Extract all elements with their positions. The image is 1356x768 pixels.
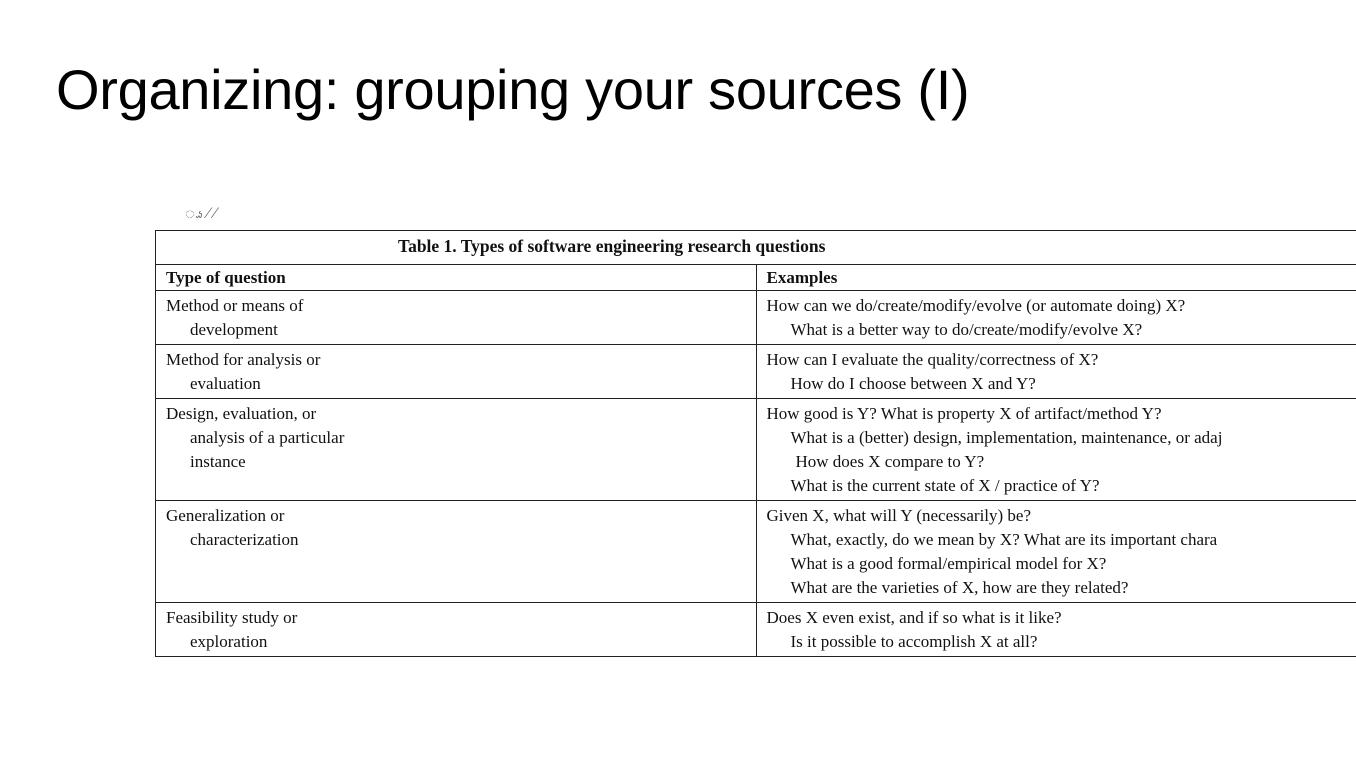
table-row bbox=[156, 603, 1356, 657]
table-caption: Table 1. Types of software engineering research questions bbox=[398, 236, 826, 256]
example-line: What is a better way to do/create/modify/evolve X? bbox=[790, 320, 1143, 339]
table-row bbox=[156, 399, 1356, 501]
table-row bbox=[156, 501, 1356, 603]
question-type: Method for analysis or evaluation bbox=[166, 350, 321, 393]
example-line: Given X, what will Y (necessarily) be? bbox=[766, 506, 1032, 525]
example-line: What are the varieties of X, how are they related? bbox=[790, 578, 1129, 597]
table-row bbox=[156, 345, 1356, 399]
table-frame bbox=[155, 230, 1356, 657]
example-line: What, exactly, do we mean by X? What are its important chara bbox=[790, 530, 1218, 549]
example-line: How can we do/create/modify/evolve (or automate doing) X? bbox=[766, 296, 1186, 315]
table-header-row bbox=[156, 265, 1356, 291]
question-type: Feasibility study or exploration bbox=[166, 608, 298, 651]
research-questions-table-image bbox=[155, 205, 1223, 651]
cropped-top-text: ၗ ∕ ∕ bbox=[185, 205, 217, 222]
example-line: What is the current state of X / practice of Y? bbox=[790, 476, 1100, 495]
example-line: What is a (better) design, implementation, maintenance, or adaj bbox=[790, 428, 1223, 447]
example-line: How good is Y? What is property X of artifact/method Y? bbox=[766, 404, 1162, 423]
question-type: Method or means of development bbox=[166, 296, 304, 339]
slide-title: Organizing: grouping your sources (I) bbox=[56, 58, 970, 121]
example-line: Is it possible to accomplish X at all? bbox=[790, 632, 1038, 651]
example-line: Does X even exist, and if so what is it like? bbox=[766, 608, 1062, 627]
example-line: How does X compare to Y? bbox=[795, 452, 985, 471]
table-caption-row bbox=[156, 231, 1356, 265]
table-row bbox=[156, 291, 1356, 345]
question-type: Generalization or characterization bbox=[166, 506, 299, 549]
header-type-of-question: Type of question bbox=[156, 265, 756, 291]
question-type: Design, evaluation, or analysis of a particular instance bbox=[166, 404, 345, 471]
research-questions-table bbox=[156, 230, 1356, 657]
header-examples: Examples bbox=[756, 265, 1356, 291]
example-line: What is a good formal/empirical model for X? bbox=[790, 554, 1107, 573]
example-line: How can I evaluate the quality/correctness of X? bbox=[766, 350, 1099, 369]
example-line: How do I choose between X and Y? bbox=[790, 374, 1036, 393]
